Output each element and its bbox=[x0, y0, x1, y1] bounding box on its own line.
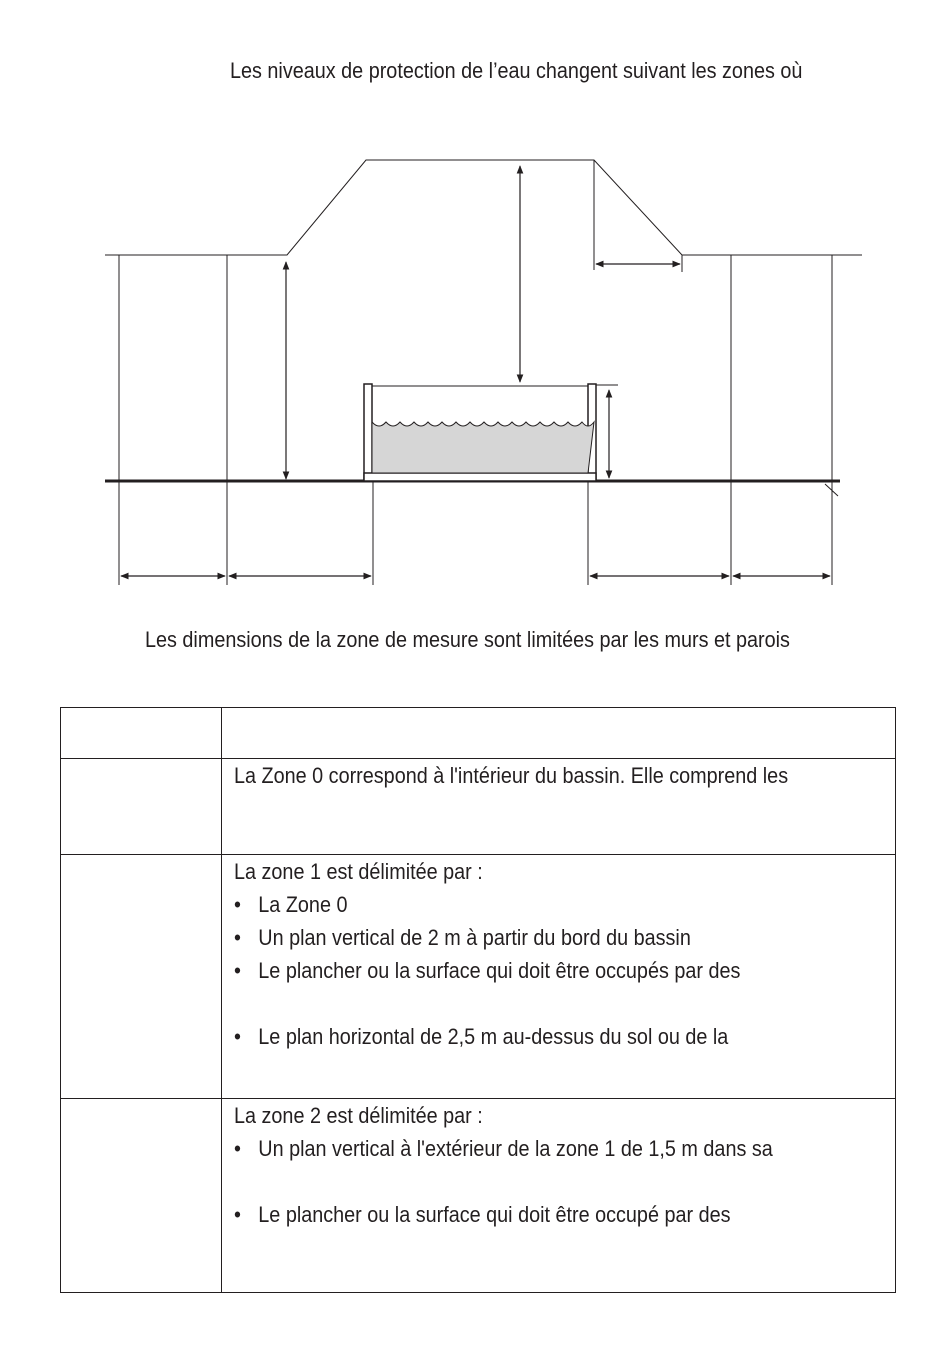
zone-outline bbox=[105, 160, 862, 255]
zone-description-cell bbox=[222, 855, 896, 1099]
list-item: • Un plan vertical à l'extérieur de la zone 1 de 1,5 m dans sa bbox=[234, 1136, 773, 1161]
table-row bbox=[61, 855, 896, 1099]
list-item: • Un plan vertical de 2 m à partir du bord du bassin bbox=[234, 925, 691, 950]
zone-label-cell bbox=[61, 855, 222, 1099]
zone1-intro: La zone 1 est délimitée par : bbox=[234, 859, 483, 884]
zone0-description: La Zone 0 correspond à l'intérieur du bassin. Elle comprend les bbox=[234, 763, 789, 788]
intro-text: Les niveaux de protection de l’eau changent suivant les zones où bbox=[230, 58, 803, 83]
header-cell bbox=[222, 708, 896, 759]
header-cell bbox=[61, 708, 222, 759]
zone2-intro: La zone 2 est délimitée par : bbox=[234, 1103, 483, 1128]
list-item: • Le plan horizontal de 2,5 m au-dessus du sol ou de la bbox=[234, 1024, 729, 1049]
zones-table bbox=[60, 707, 896, 1293]
table-row bbox=[61, 1099, 896, 1293]
table-row bbox=[61, 759, 896, 855]
pool-zones-diagram bbox=[0, 0, 950, 620]
zone-description-cell bbox=[222, 1099, 896, 1293]
diagram-caption: Les dimensions de la zone de mesure sont limitées par les murs et parois bbox=[145, 627, 790, 652]
zone-label-cell bbox=[61, 759, 222, 855]
pool-left-wall bbox=[364, 384, 372, 481]
pool-bottom bbox=[364, 473, 596, 481]
pool bbox=[364, 384, 618, 481]
zone-description-cell bbox=[222, 759, 896, 855]
pool-water bbox=[372, 422, 594, 473]
zone-label-cell bbox=[61, 1099, 222, 1293]
table-header-row bbox=[61, 708, 896, 759]
list-item: • Le plancher ou la surface qui doit être occupés par des bbox=[234, 958, 741, 983]
list-item: • La Zone 0 bbox=[234, 892, 348, 917]
list-item: • Le plancher ou la surface qui doit être occupé par des bbox=[234, 1202, 731, 1227]
